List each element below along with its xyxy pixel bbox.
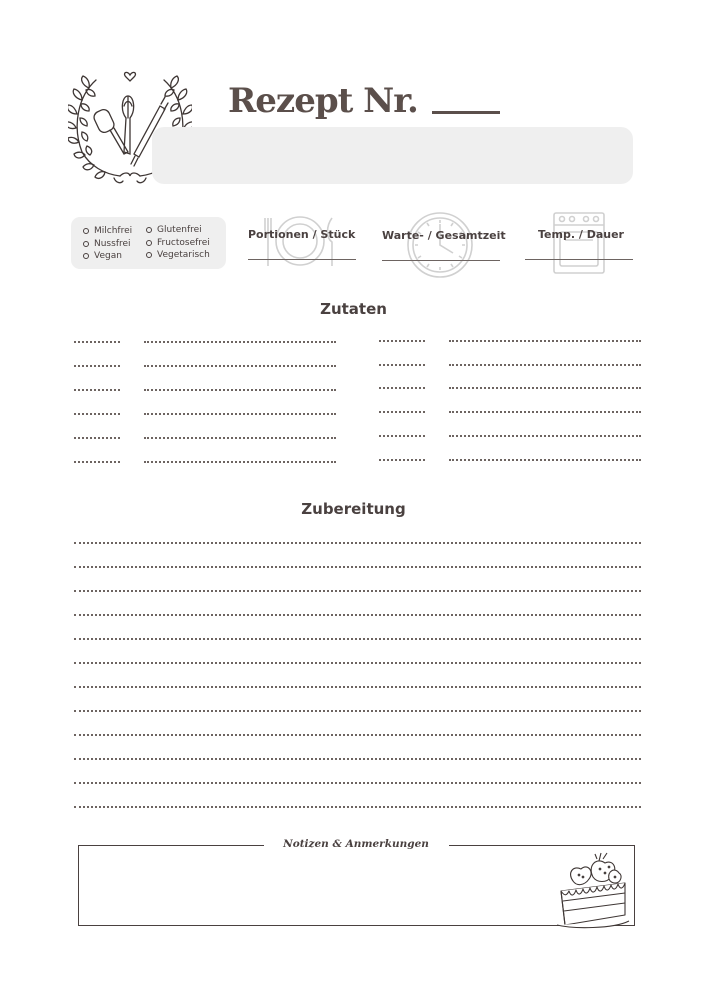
notes-border-right [449, 845, 635, 846]
ingredient-amount-line[interactable] [74, 461, 120, 463]
oven-icon [551, 210, 607, 276]
diet-option-label: Vegetarisch [157, 250, 210, 261]
notes-heading: Notizen & Anmerkungen [283, 838, 429, 850]
recipe-name-field[interactable] [152, 127, 633, 184]
recipe-number-blank[interactable] [432, 111, 500, 114]
page-title: Rezept Nr. [228, 81, 418, 121]
ingredient-name-line[interactable] [449, 411, 641, 413]
temperature-input-line[interactable] [525, 259, 633, 260]
ingredient-name-line[interactable] [144, 365, 336, 367]
preparation-line[interactable] [74, 542, 641, 544]
ingredient-amount-line[interactable] [379, 340, 425, 342]
checkbox-circle-icon[interactable] [146, 227, 152, 233]
diet-option[interactable] [146, 249, 210, 262]
ingredient-name-line[interactable] [144, 437, 336, 439]
diet-options-column-2 [146, 224, 210, 262]
preparation-line[interactable] [74, 638, 641, 640]
diet-option-label: Nussfrei [94, 238, 131, 249]
ingredient-name-line[interactable] [449, 435, 641, 437]
preparation-line[interactable] [74, 758, 641, 760]
notes-box[interactable] [78, 845, 635, 926]
diet-options-column-1 [83, 225, 132, 263]
checkbox-circle-icon[interactable] [83, 253, 89, 259]
ingredient-name-line[interactable] [449, 340, 641, 342]
ingredient-amount-line[interactable] [74, 389, 120, 391]
preparation-line[interactable] [74, 686, 641, 688]
ingredients-heading: Zutaten [320, 300, 387, 318]
ingredient-amount-line[interactable] [379, 459, 425, 461]
preparation-line[interactable] [74, 710, 641, 712]
time-input-line[interactable] [382, 260, 500, 261]
ingredient-name-line[interactable] [144, 341, 336, 343]
diet-option-label: Vegan [94, 251, 122, 262]
diet-option-label: Milchfrei [94, 226, 133, 237]
temperature-label: Temp. / Dauer [538, 228, 624, 241]
ingredient-name-line[interactable] [144, 413, 336, 415]
preparation-line[interactable] [74, 590, 641, 592]
time-label: Warte- / Gesamtzeit [382, 229, 506, 242]
preparation-heading: Zubereitung [301, 500, 406, 518]
preparation-line[interactable] [74, 662, 641, 664]
ingredient-name-line[interactable] [144, 461, 336, 463]
ingredient-name-line[interactable] [449, 364, 641, 366]
checkbox-circle-icon[interactable] [83, 228, 89, 234]
preparation-line[interactable] [74, 806, 641, 808]
ingredient-name-line[interactable] [449, 387, 641, 389]
diet-options-panel [71, 217, 226, 269]
diet-option[interactable] [83, 250, 132, 263]
title-row [228, 70, 500, 121]
diet-option[interactable] [83, 225, 132, 238]
checkbox-circle-icon[interactable] [146, 252, 152, 258]
ingredient-amount-line[interactable] [379, 364, 425, 366]
ingredient-amount-line[interactable] [74, 341, 120, 343]
ingredient-amount-line[interactable] [379, 411, 425, 413]
servings-label: Portionen / Stück [248, 228, 356, 241]
ingredient-name-line[interactable] [449, 459, 641, 461]
preparation-line[interactable] [74, 734, 641, 736]
diet-option[interactable] [146, 224, 210, 237]
diet-option[interactable] [146, 237, 210, 250]
clock-icon [405, 208, 475, 280]
ingredient-name-line[interactable] [144, 389, 336, 391]
notes-border-left [78, 845, 264, 846]
ingredient-amount-line[interactable] [379, 387, 425, 389]
ingredient-amount-line[interactable] [74, 413, 120, 415]
strawberry-cake-icon [553, 851, 633, 929]
diet-option[interactable] [83, 238, 132, 251]
plate-fork-knife-icon [262, 212, 338, 270]
diet-option-label: Fructosefrei [157, 237, 210, 248]
ingredient-amount-line[interactable] [379, 435, 425, 437]
checkbox-circle-icon[interactable] [146, 240, 152, 246]
preparation-line[interactable] [74, 782, 641, 784]
servings-input-line[interactable] [248, 259, 356, 260]
preparation-line[interactable] [74, 614, 641, 616]
diet-option-label: Glutenfrei [157, 225, 202, 236]
preparation-line[interactable] [74, 566, 641, 568]
checkbox-circle-icon[interactable] [83, 241, 89, 247]
ingredient-amount-line[interactable] [74, 437, 120, 439]
ingredient-amount-line[interactable] [74, 365, 120, 367]
